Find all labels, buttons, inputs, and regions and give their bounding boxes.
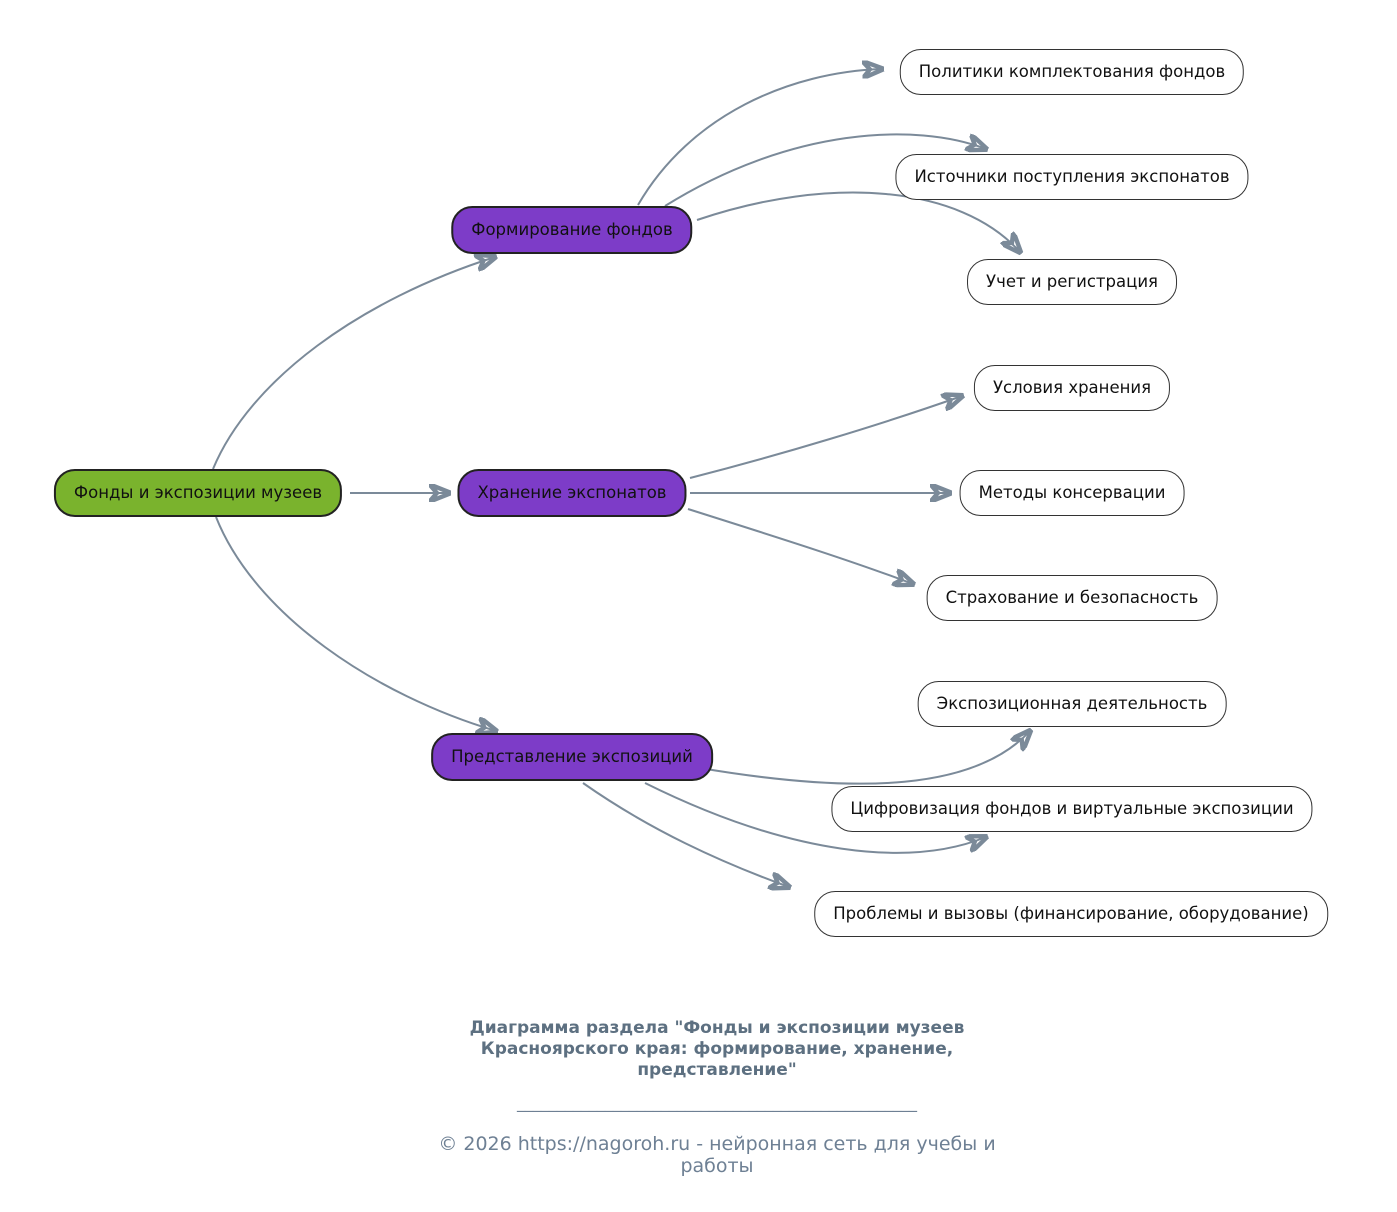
- edge-predstavlenie-ekspozitsiya: [700, 731, 1030, 784]
- leaf-node-politiki-komplektovaniya: Политики комплектования фондов: [900, 49, 1244, 95]
- branch-node-hranenie-eksponatov: Хранение экспонатов: [457, 469, 686, 517]
- branch-node-predstavlenie-ekspozitsiy: Представление экспозиций: [431, 733, 713, 781]
- edge-formirovanie-uchet: [697, 193, 1020, 252]
- caption-copyright: © 2026 https://nagoroh.ru - нейронная сеть для учебы и работы: [438, 1133, 996, 1177]
- caption-divider: __________________________________________________: [517, 1093, 917, 1112]
- leaf-node-usloviya-hraneniya: Условия хранения: [974, 365, 1170, 411]
- caption-title-line-3: представление": [637, 1060, 797, 1080]
- edge-hranenie-usloviya: [690, 396, 962, 478]
- leaf-node-problemy-i-vyzovy: Проблемы и вызовы (финансирование, оборудование): [814, 891, 1328, 937]
- edge-hranenie-strahovanie: [688, 509, 913, 584]
- root-node-fondy-i-ekspozitsii: Фонды и экспозиции музеев: [54, 469, 342, 517]
- leaf-node-tsifrovizatsiya-fondov: Цифровизация фондов и виртуальные экспозиции: [831, 786, 1312, 832]
- edge-formirovanie-politiki: [638, 69, 882, 205]
- edge-root-predstavlenie: [216, 517, 496, 731]
- caption-title-line-2: Красноярского края: формирование, хранение,: [480, 1039, 954, 1059]
- caption-title-line-1: Диаграмма раздела "Фонды и экспозиции музеев: [469, 1018, 965, 1038]
- branch-node-formirovanie-fondov: Формирование фондов: [451, 206, 692, 254]
- leaf-node-istochniki-postupleniya: Источники поступления экспонатов: [895, 154, 1248, 200]
- leaf-node-uchet-i-registratsiya: Учет и регистрация: [967, 259, 1177, 305]
- leaf-node-metody-konservatsii: Методы консервации: [960, 470, 1185, 516]
- caption-title: [407, 1018, 1027, 1081]
- edge-predstavlenie-problemy: [583, 783, 789, 887]
- caption-block: [407, 1018, 1027, 1177]
- edge-root-formirovanie: [213, 257, 495, 469]
- leaf-node-strahovanie-i-bezopasnost: Страхование и безопасность: [927, 575, 1218, 621]
- leaf-node-ekspozitsionnaya-deyatelnost: Экспозиционная деятельность: [918, 681, 1227, 727]
